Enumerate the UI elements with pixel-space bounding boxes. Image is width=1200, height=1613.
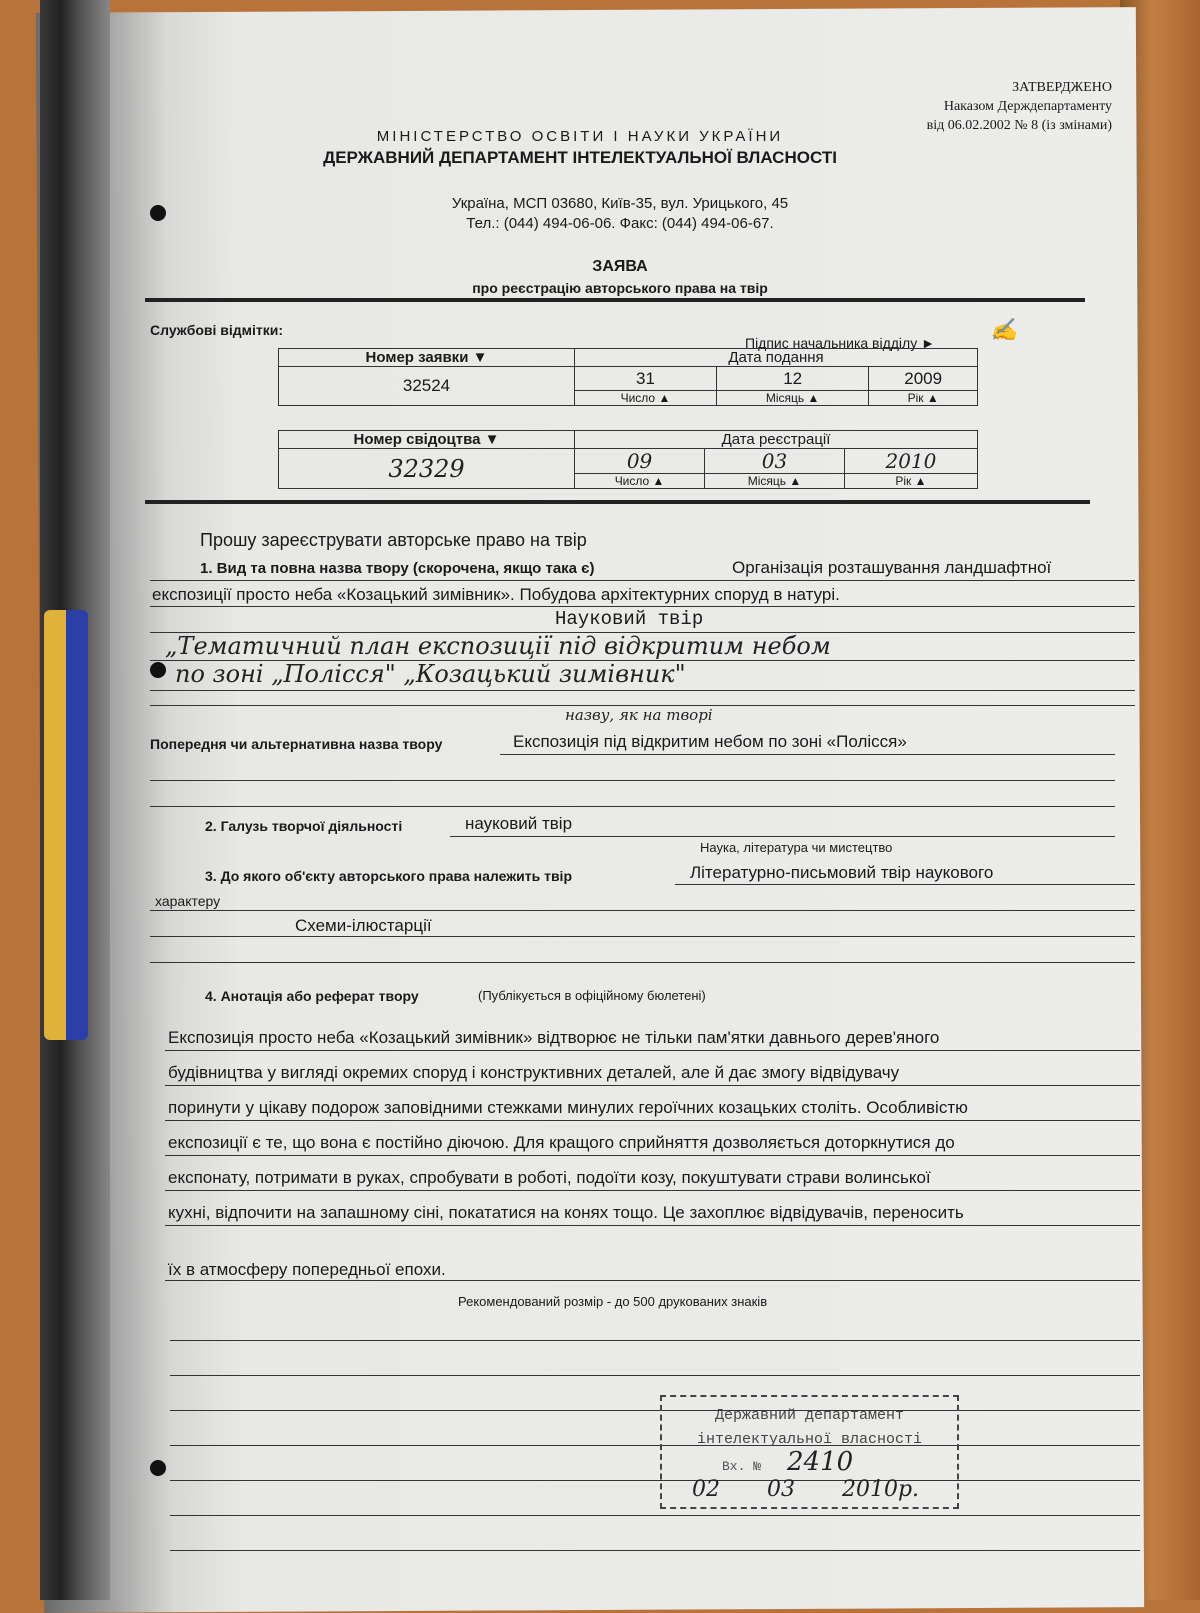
annotation-line: Експозиція просто неба «Козацький зимівник» відтворює не тільки пам'ятки давнього дерев'яного [168, 1028, 940, 1047]
stamp-line1: Державний департамент [714, 1407, 905, 1424]
rule [170, 1340, 1140, 1341]
rule [170, 1375, 1140, 1376]
annotation-line: їх в атмосферу попередньої епохи. [168, 1260, 446, 1279]
rule [150, 910, 1135, 911]
rule [165, 1085, 1140, 1086]
rule [150, 606, 1135, 607]
submission-year: 2009 [869, 367, 978, 391]
month-label: Місяць ▲ [705, 474, 845, 489]
stamp-in-number: 2410 [787, 1447, 854, 1477]
registration-month: 03 [705, 449, 845, 474]
q3-value-line2: характеру [155, 893, 221, 909]
address: Україна, МСП 03680, Київ-35, вул. Урицького, 45 [451, 195, 789, 212]
size-note: Рекомендований розмір - до 500 друкованих знаків [458, 1294, 768, 1309]
registration-year: 2010 [844, 449, 977, 474]
request-text: Прошу зареєструвати авторське право на твір [200, 530, 587, 550]
rule [170, 1410, 1140, 1411]
q1-handwritten-line1: „Тематичний план експозиції під відкритим небом [165, 632, 831, 660]
q1-typed-value: Науковий твір [555, 608, 704, 630]
binding-hole [150, 662, 166, 678]
signature: ✍ [990, 318, 1018, 343]
approval-block [927, 78, 1112, 135]
stamp-in-label: Вх. № [722, 1459, 762, 1474]
q1-handwritten-line2: по зоні „Полісся" „Козацький зимівник" [175, 660, 686, 688]
q4-label: 4. Анотація або реферат твору [205, 988, 419, 1004]
year-label: Рік ▲ [869, 391, 978, 406]
rule [150, 690, 1135, 691]
year-label: Рік ▲ [844, 474, 977, 489]
registration-date-label: Дата реєстрації [575, 431, 978, 449]
rule [450, 836, 1115, 837]
approval-title: ЗАТВЕРДЖЕНО [1012, 80, 1112, 95]
application-table [278, 348, 978, 406]
q1-value-line1: Організація розташування ландшафтної [732, 558, 1052, 577]
certificate-number-label: Номер свідоцтва ▼ [279, 431, 575, 449]
service-marks-label: Службові відмітки: [150, 322, 284, 338]
q1-handwritten-note: назву, як на творі [565, 706, 713, 724]
alt-title-value: Експозиція під відкритим небом по зоні «Полісся» [513, 732, 907, 751]
annotation-line: кухні, відпочити на запашному сіні, покататися на конях тощо. Це захоплює відвідувачів, переносить [168, 1203, 964, 1222]
q1-value-line2: експозиції просто неба «Козацький зимівник». Побудова архітектурних споруд в натурі. [152, 585, 840, 604]
certificate-table [278, 430, 978, 489]
rule [675, 884, 1135, 885]
q2-label: 2. Галузь творчої діяльності [205, 818, 403, 834]
rule [150, 806, 1115, 807]
rule [170, 1515, 1140, 1516]
rule [165, 1280, 1140, 1281]
signature-label: Підпис начальника відділу ► [745, 335, 935, 351]
department-name: ДЕРЖАВНИЙ ДЕПАРТАМЕНТ ІНТЕЛЕКТУАЛЬНОЇ ВЛАСНОСТІ [323, 148, 837, 167]
incoming-stamp [660, 1395, 959, 1509]
approval-order: Наказом Держдепартаменту [943, 99, 1112, 114]
rule [165, 1225, 1140, 1226]
rule [150, 962, 1135, 963]
form-subtitle: про реєстрацію авторського права на твір [472, 280, 768, 296]
approval-date: від 06.02.2002 № 8 (із змінами) [926, 118, 1112, 133]
q1-label: 1. Вид та повна назва твору (скорочена, якщо така є) [200, 560, 595, 577]
stamp-line2: інтелектуальної власності [696, 1431, 923, 1448]
rule [150, 580, 1135, 581]
stamp-date: 02 03 2010р. [692, 1477, 920, 1502]
rule [165, 1120, 1140, 1121]
rule [500, 754, 1115, 755]
annotation-line: експозиції є те, що вона є постійно діючою. Для кращого сприйняття дозволяється доторкнутися до [168, 1133, 955, 1152]
q4-hint: (Публікується в офіційному бюлетені) [478, 988, 706, 1003]
day-label: Число ▲ [575, 391, 717, 406]
annotation-line: поринути у цікаву подорож заповідними стежками минулих героїчних козацьких століть. Особливістю [168, 1098, 968, 1117]
rule [150, 780, 1115, 781]
q2-hint: Наука, література чи мистецтво [700, 840, 893, 855]
divider [145, 298, 1085, 302]
binding-hole [150, 1460, 166, 1476]
q3-label: 3. До якого об'єкту авторського права належить твір [205, 868, 573, 884]
form-title: ЗАЯВА [592, 258, 648, 275]
annotation-line: будівництва у вигляді окремих споруд і конструктивних деталей, але й дає змогу відвідувачу [168, 1063, 900, 1082]
day-label: Число ▲ [575, 474, 705, 489]
q3-value-line1: Літературно-письмовий твір наукового [690, 863, 994, 882]
divider [145, 500, 1090, 504]
binding-hole [150, 205, 166, 221]
certificate-number: 32329 [279, 449, 575, 489]
phone: Тел.: (044) 494-06-06. Факс: (044) 494-06-67. [466, 215, 774, 232]
alt-title-label: Попередня чи альтернативна назва твору [150, 736, 443, 752]
binding-ribbon [44, 610, 88, 1040]
q2-value: науковий твір [465, 814, 573, 833]
registration-day: 09 [575, 449, 705, 474]
rule [150, 936, 1135, 937]
document-page [36, 7, 1144, 1613]
application-number: 32524 [279, 367, 575, 406]
q3-value-line3: Схеми-ілюстарції [295, 916, 432, 935]
rule [170, 1480, 1140, 1481]
rule [170, 1550, 1140, 1551]
application-number-label: Номер заявки ▼ [279, 349, 575, 367]
annotation-line: експонату, потримати в руках, спробувати в роботі, подоїти козу, покуштувати страви волинської [168, 1168, 931, 1187]
submission-date-label: Дата подання [575, 349, 978, 367]
rule [165, 1190, 1140, 1191]
rule [165, 1050, 1140, 1051]
submission-day: 31 [575, 367, 717, 391]
month-label: Місяць ▲ [716, 391, 868, 406]
ministry-name: МІНІСТЕРСТВО ОСВІТИ І НАУКИ УКРАЇНИ [376, 128, 784, 145]
rule [165, 1155, 1140, 1156]
rule [170, 1445, 1140, 1446]
submission-month: 12 [716, 367, 868, 391]
